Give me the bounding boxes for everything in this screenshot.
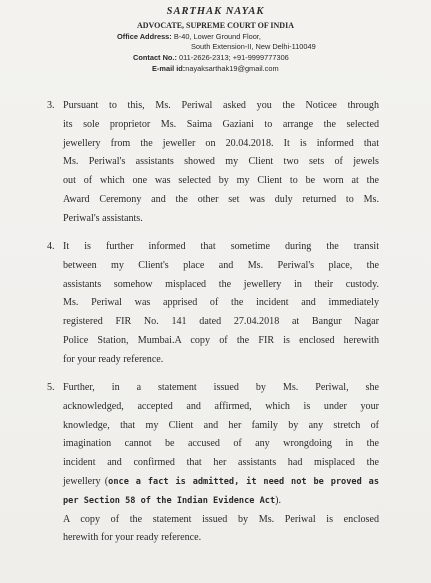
plain-text: jewellery ( [63, 475, 109, 487]
paragraph-line-mixed [63, 492, 379, 511]
paragraph-line: its sole proprietor Ms. Saima Gaziani to arrange the selected [63, 118, 379, 130]
paragraph-line: Ms. Periwal's assistants showed my Client two sets of jewels [63, 156, 379, 168]
plain-text: ). [275, 494, 282, 506]
paragraph-number: 5. [47, 382, 55, 393]
paragraph-line: for your ready reference. [63, 353, 164, 365]
email-value: nayaksarthak19@gmail.com [185, 64, 279, 73]
office-address-line1: B-40, Lower Ground Floor, [173, 32, 261, 41]
paragraph-line: knowledge, that my Client and her family by any stretch of [63, 419, 379, 431]
paragraph-line: out of which one was selected by my Client to be worn at the [63, 175, 379, 187]
office-address-line2: South Extension-II, New Delhi-110049 [191, 42, 316, 51]
office-address-label: Office Address: [117, 32, 172, 41]
contact-row [133, 53, 289, 62]
paragraph-line: Ms. Periwal was apprised of the incident and immediately [63, 297, 379, 309]
contact-value: 011-2626-2313; +91-9999777306 [179, 53, 289, 62]
paragraph-line: Police Station, Mumbai.A copy of the FIR is enclosed herewith [63, 334, 379, 346]
paragraph-3 [47, 97, 379, 229]
paragraph-line: Periwal's assistants. [63, 212, 143, 224]
paragraph-5 [47, 379, 379, 548]
paragraph-line: It is further informed that sometime during the transit [63, 241, 379, 252]
advocate-name: SARTHAK NAYAK [166, 6, 265, 17]
paragraph-line: Pursuant to this, Ms. Periwal asked you the Noticee through [63, 100, 379, 111]
email-label: E-mail id: [152, 64, 186, 73]
bold-emphasis: per Section 58 of the Indian Evidence Act [63, 495, 276, 506]
bold-emphasis: once a fact is admitted, it need not be proved as [108, 476, 379, 487]
advocate-title: ADVOCATE, SUPREME COURT OF INDIA [137, 21, 294, 30]
paragraph-line: registered FIR No. 141 dated 27.04.2018 at Bangur Nagar [63, 316, 379, 328]
paragraph-4 [47, 238, 379, 370]
paragraph-line: herewith for your ready reference. [63, 532, 202, 544]
office-address-row [117, 32, 261, 41]
email-row [152, 64, 279, 73]
paragraph-line: acknowledged, accepted and affirmed, which is under your [63, 400, 379, 412]
paragraph-line-mixed [63, 473, 379, 492]
paragraph-line: Further, in a statement issued by Ms. Periwal, she [63, 382, 379, 393]
paragraph-line: A copy of the statement issued by Ms. Periwal is enclosed [63, 513, 379, 525]
paragraph-number: 3. [47, 100, 55, 111]
paragraph-line: between my Client's place and Ms. Periwal's place, the [63, 259, 379, 271]
paragraph-number: 4. [47, 241, 55, 252]
paragraph-line: assistants somehow misplaced the jewellery in their custody. [63, 278, 379, 290]
paragraph-line: incident and confirmed that her assistants had misplaced the [63, 457, 379, 469]
contact-label: Contact No.: [133, 53, 177, 62]
paragraph-line: jewellery from the jeweller on 20.04.2018. It is informed that [63, 137, 379, 149]
paragraph-line: imagination cannot be accused of any wrongdoing in the [63, 438, 379, 450]
paragraph-line: Award Ceremony and the other set was duly returned to Ms. [63, 193, 379, 205]
